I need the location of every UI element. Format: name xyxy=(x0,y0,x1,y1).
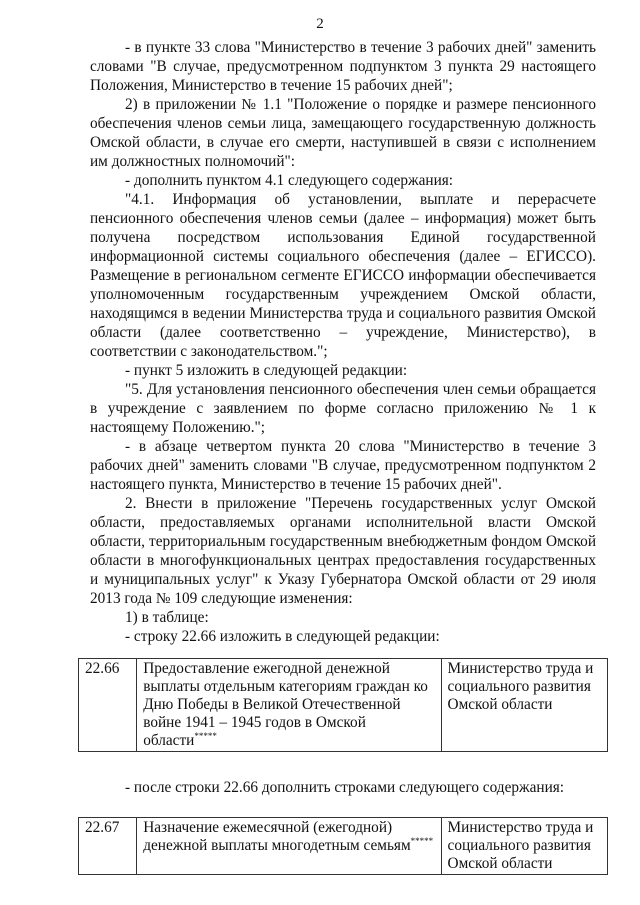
ministry-cell: Министерство труда и социального развития Омской области xyxy=(441,818,607,875)
services-table-row-22-67 xyxy=(78,817,608,875)
service-name-cell xyxy=(137,659,441,752)
service-name: Предоставление ежегодной денежной выплаты отдельным категориям граждан ко Дню Победы в Великой Отечественной войне 1941 – 1945 годов в Омской области xyxy=(143,660,428,749)
paragraph: - после строки 22.66 дополнить строками следующего содержания: xyxy=(125,779,565,796)
table-row xyxy=(79,818,608,875)
paragraph: - дополнить пунктом 4.1 следующего содержания: xyxy=(125,172,454,189)
service-name: Назначение ежемесячной (ежегодной) денежной выплаты многодетным семьям xyxy=(143,819,411,854)
row-number: 22.66 xyxy=(79,659,137,752)
paragraph: 2. Внести в приложение "Перечень государственных услуг Омской области, предоставляемых органами исполнительной власти Омской области, территориальным государственным внебюджетным фондом Омской области в многофункциональных центрах предоставления государственных и муниципальных услуг" к Указу Губернатора Омской области от 29 июля 2013 года № 109 следующие изменения: xyxy=(90,495,596,607)
footnote-mark: ***** xyxy=(410,835,434,846)
paragraph: - пункт 5 изложить в следующей редакции: xyxy=(125,362,408,379)
row-number: 22.67 xyxy=(79,818,137,875)
page-number: 2 xyxy=(316,16,324,32)
table-row xyxy=(79,659,608,752)
paragraph: "5. Для установления пенсионного обеспечения член семьи обращается в учреждение с заявлением по форме согласно приложению № 1 к настоящему Положению."; xyxy=(90,381,596,436)
services-table-row-22-66 xyxy=(78,658,608,752)
service-name-cell xyxy=(137,818,441,875)
paragraph: "4.1. Информация об установлении, выплате и перерасчете пенсионного обеспечения членов семьи (далее – информация) может быть получена посредством использования Единой государственной информационной системы социального обеспечения (далее – ЕГИССО). Размещение в региональном сегменте ЕГИССО информации обеспечивается уполномоченным государственным учреждением Омской области, находящимся в ведении Министерства труда и социального развития Омской области (далее соответственно – учреждение, Министерство), в соответствии с законодательством."; xyxy=(90,191,596,360)
paragraph: - строку 22.66 изложить в следующей редакции: xyxy=(125,628,440,645)
paragraph: 1) в таблице: xyxy=(125,609,209,626)
ministry-cell: Министерство труда и социального развития Омской области xyxy=(441,659,607,752)
paragraph: - в пункте 33 слова "Министерство в течение 3 рабочих дней" заменить словами "В случае, предусмотренном подпунктом 3 пункта 29 настоящего Положения, Министерство в течение 15 рабочих дней"; xyxy=(90,39,596,94)
footnote-mark: ***** xyxy=(194,730,217,741)
document-body xyxy=(85,38,596,875)
paragraph: - в абзаце четвертом пункта 20 слова "Министерство в течение 3 рабочих дней" заменить словами "В случае, предусмотренном подпунктом 2 настоящего пункта, Министерство в течение 15 рабочих дней". xyxy=(90,438,596,493)
paragraph: 2) в приложении № 1.1 "Положение о порядке и размере пенсионного обеспечения членов семьи лица, замещающего государственную должность Омской области, в случае его смерти, наступившей в связи с исполнением им должностных полномочий": xyxy=(90,96,596,170)
